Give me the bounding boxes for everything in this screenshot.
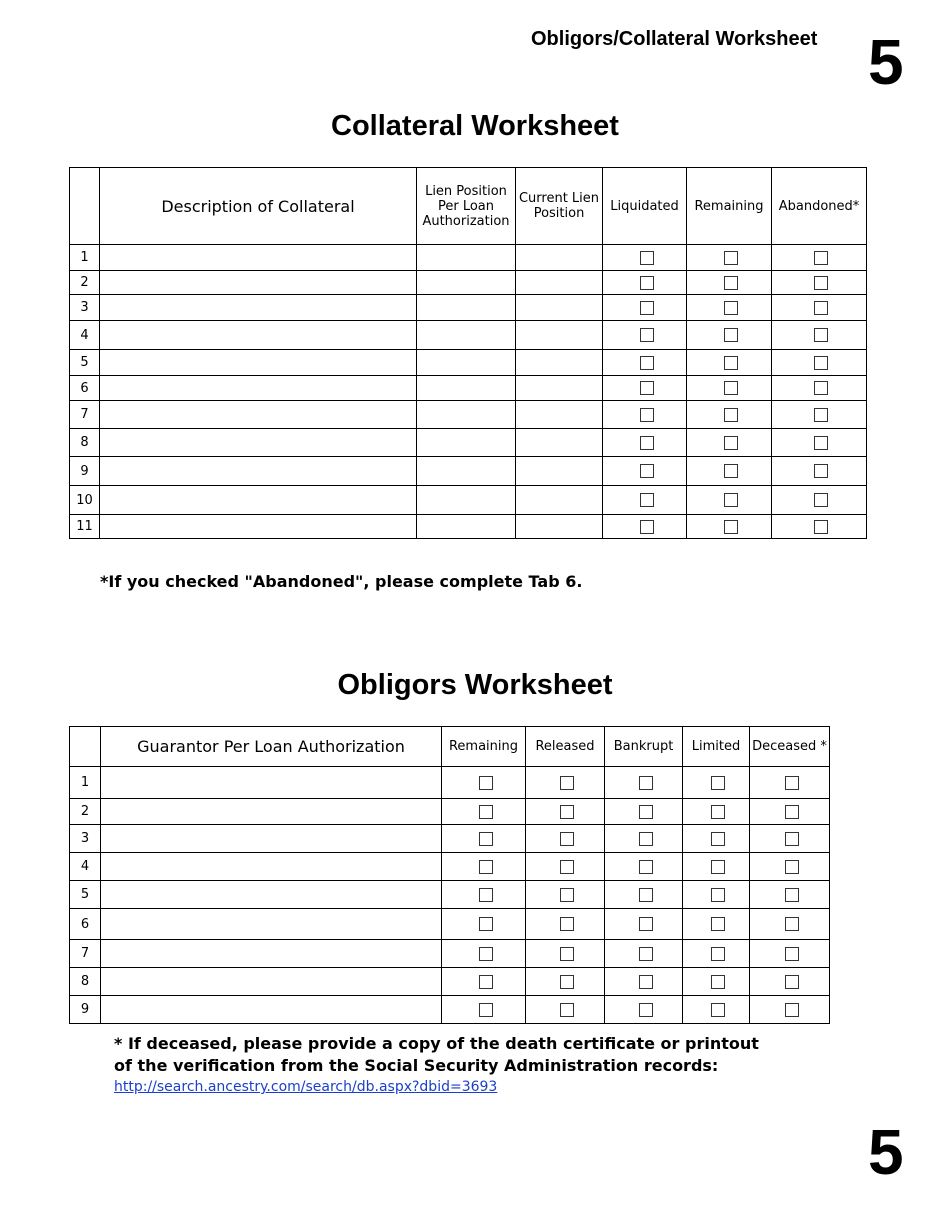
collateral-row (70, 271, 867, 295)
collateral-description-cell[interactable] (100, 429, 417, 457)
obligor-row (70, 881, 830, 909)
abandoned-checkbox[interactable] (814, 464, 828, 478)
obligor-deceased-cell (750, 881, 830, 909)
obligor-released-cell (526, 881, 605, 909)
released-checkbox[interactable] (560, 1003, 574, 1017)
row-number: 8 (70, 429, 100, 457)
abandoned-checkbox[interactable] (814, 328, 828, 342)
row-number: 1 (70, 245, 100, 271)
bankrupt-checkbox[interactable] (639, 917, 653, 931)
bankrupt-checkbox[interactable] (639, 805, 653, 819)
collateral-description-cell[interactable] (100, 245, 417, 271)
remaining-checkbox[interactable] (479, 860, 493, 874)
collateral-remaining-cell (687, 515, 772, 539)
collateral-title: Collateral Worksheet (331, 110, 619, 142)
obligor-deceased-cell (750, 825, 830, 853)
obligor-bankrupt-cell (605, 853, 683, 881)
collateral-current-lien-cell[interactable] (516, 321, 603, 350)
guarantor-cell[interactable] (101, 799, 442, 825)
collateral-lien-position-cell[interactable] (417, 515, 516, 539)
collateral-header-liquidated: Liquidated (603, 168, 687, 245)
collateral-current-lien-cell[interactable] (516, 486, 603, 515)
obligor-bankrupt-cell (605, 825, 683, 853)
obligor-deceased-cell (750, 853, 830, 881)
obligor-bankrupt-cell (605, 996, 683, 1024)
tab-number-top: 5 (868, 26, 904, 98)
collateral-row (70, 376, 867, 401)
deceased-checkbox[interactable] (785, 860, 799, 874)
collateral-current-lien-cell[interactable] (516, 457, 603, 486)
collateral-header-number (70, 168, 100, 245)
collateral-current-lien-cell[interactable] (516, 245, 603, 271)
remaining-checkbox[interactable] (479, 776, 493, 790)
obligor-released-cell (526, 996, 605, 1024)
collateral-remaining-cell (687, 401, 772, 429)
obligors-header-guarantor: Guarantor Per Loan Authorization (101, 727, 442, 767)
obligor-released-cell (526, 940, 605, 968)
collateral-current-lien-cell[interactable] (516, 429, 603, 457)
tab-number-bottom: 5 (868, 1116, 904, 1188)
abandoned-checkbox[interactable] (814, 381, 828, 395)
abandoned-checkbox[interactable] (814, 356, 828, 370)
remaining-checkbox[interactable] (724, 520, 738, 534)
collateral-abandoned-cell (772, 486, 867, 515)
obligor-remaining-cell (442, 996, 526, 1024)
remaining-checkbox[interactable] (724, 436, 738, 450)
collateral-lien-position-cell[interactable] (417, 429, 516, 457)
remaining-checkbox[interactable] (479, 832, 493, 846)
guarantor-cell[interactable] (101, 909, 442, 940)
liquidated-checkbox[interactable] (640, 276, 654, 290)
remaining-checkbox[interactable] (724, 251, 738, 265)
guarantor-cell[interactable] (101, 968, 442, 996)
deceased-checkbox[interactable] (785, 888, 799, 902)
collateral-row (70, 515, 867, 539)
bankrupt-checkbox[interactable] (639, 888, 653, 902)
abandoned-checkbox[interactable] (814, 251, 828, 265)
collateral-description-cell[interactable] (100, 486, 417, 515)
collateral-row (70, 401, 867, 429)
collateral-remaining-cell (687, 350, 772, 376)
collateral-header-lien-position: Lien Position Per Loan Authorization (417, 168, 516, 245)
collateral-description-cell[interactable] (100, 515, 417, 539)
obligor-bankrupt-cell (605, 881, 683, 909)
liquidated-checkbox[interactable] (640, 251, 654, 265)
deceased-checkbox[interactable] (785, 1003, 799, 1017)
collateral-liquidated-cell (603, 321, 687, 350)
collateral-abandoned-cell (772, 515, 867, 539)
row-number: 11 (70, 515, 100, 539)
collateral-header-remaining: Remaining (687, 168, 772, 245)
abandoned-checkbox[interactable] (814, 301, 828, 315)
released-checkbox[interactable] (560, 947, 574, 961)
remaining-checkbox[interactable] (479, 947, 493, 961)
obligor-limited-cell (683, 799, 750, 825)
obligor-released-cell (526, 767, 605, 799)
collateral-lien-position-cell[interactable] (417, 245, 516, 271)
obligor-bankrupt-cell (605, 968, 683, 996)
collateral-remaining-cell (687, 376, 772, 401)
collateral-row (70, 486, 867, 515)
collateral-description-cell[interactable] (100, 401, 417, 429)
liquidated-checkbox[interactable] (640, 464, 654, 478)
guarantor-cell[interactable] (101, 996, 442, 1024)
row-number: 7 (70, 401, 100, 429)
collateral-lien-position-cell[interactable] (417, 321, 516, 350)
liquidated-checkbox[interactable] (640, 408, 654, 422)
obligor-deceased-cell (750, 909, 830, 940)
deceased-checkbox[interactable] (785, 975, 799, 989)
limited-checkbox[interactable] (711, 947, 725, 961)
guarantor-cell[interactable] (101, 825, 442, 853)
obligor-remaining-cell (442, 799, 526, 825)
collateral-remaining-cell (687, 245, 772, 271)
collateral-current-lien-cell[interactable] (516, 350, 603, 376)
obligor-bankrupt-cell (605, 909, 683, 940)
obligor-released-cell (526, 968, 605, 996)
obligor-limited-cell (683, 909, 750, 940)
collateral-row (70, 245, 867, 271)
obligor-released-cell (526, 853, 605, 881)
limited-checkbox[interactable] (711, 860, 725, 874)
collateral-note: *If you checked "Abandoned", please complete Tab 6. (100, 572, 583, 591)
limited-checkbox[interactable] (711, 832, 725, 846)
liquidated-checkbox[interactable] (640, 356, 654, 370)
remaining-checkbox[interactable] (724, 328, 738, 342)
obligor-bankrupt-cell (605, 940, 683, 968)
collateral-description-cell[interactable] (100, 271, 417, 295)
collateral-lien-position-cell[interactable] (417, 350, 516, 376)
collateral-lien-position-cell[interactable] (417, 457, 516, 486)
bankrupt-checkbox[interactable] (639, 860, 653, 874)
collateral-abandoned-cell (772, 401, 867, 429)
row-number: 5 (70, 881, 101, 909)
collateral-liquidated-cell (603, 245, 687, 271)
guarantor-cell[interactable] (101, 881, 442, 909)
obligors-title: Obligors Worksheet (337, 669, 613, 701)
collateral-liquidated-cell (603, 350, 687, 376)
collateral-row (70, 295, 867, 321)
guarantor-cell[interactable] (101, 767, 442, 799)
obligor-row (70, 767, 830, 799)
deceased-checkbox[interactable] (785, 832, 799, 846)
row-number: 2 (70, 271, 100, 295)
collateral-table (69, 167, 867, 539)
collateral-lien-position-cell[interactable] (417, 271, 516, 295)
obligors-table (69, 726, 830, 1024)
obligor-deceased-cell (750, 940, 830, 968)
collateral-description-cell[interactable] (100, 376, 417, 401)
liquidated-checkbox[interactable] (640, 436, 654, 450)
obligor-limited-cell (683, 881, 750, 909)
released-checkbox[interactable] (560, 888, 574, 902)
obligor-remaining-cell (442, 881, 526, 909)
row-number: 3 (70, 825, 101, 853)
obligors-header-remaining: Remaining (442, 727, 526, 767)
abandoned-checkbox[interactable] (814, 408, 828, 422)
collateral-abandoned-cell (772, 350, 867, 376)
obligor-limited-cell (683, 825, 750, 853)
obligor-deceased-cell (750, 968, 830, 996)
row-number: 2 (70, 799, 101, 825)
remaining-checkbox[interactable] (479, 805, 493, 819)
collateral-description-cell[interactable] (100, 350, 417, 376)
released-checkbox[interactable] (560, 832, 574, 846)
obligors-header-bankrupt: Bankrupt (605, 727, 683, 767)
released-checkbox[interactable] (560, 860, 574, 874)
deceased-checkbox[interactable] (785, 776, 799, 790)
obligors-header-limited: Limited (683, 727, 750, 767)
row-number: 8 (70, 968, 101, 996)
liquidated-checkbox[interactable] (640, 301, 654, 315)
collateral-abandoned-cell (772, 429, 867, 457)
obligors-header-number (70, 727, 101, 767)
collateral-row (70, 321, 867, 350)
row-number: 9 (70, 457, 100, 486)
released-checkbox[interactable] (560, 776, 574, 790)
collateral-remaining-cell (687, 321, 772, 350)
abandoned-checkbox[interactable] (814, 436, 828, 450)
obligor-row (70, 799, 830, 825)
obligor-limited-cell (683, 767, 750, 799)
row-number: 3 (70, 295, 100, 321)
collateral-abandoned-cell (772, 376, 867, 401)
deceased-checkbox[interactable] (785, 947, 799, 961)
obligor-bankrupt-cell (605, 767, 683, 799)
limited-checkbox[interactable] (711, 917, 725, 931)
obligor-limited-cell (683, 968, 750, 996)
row-number: 4 (70, 853, 101, 881)
limited-checkbox[interactable] (711, 1003, 725, 1017)
remaining-checkbox[interactable] (479, 975, 493, 989)
row-number: 1 (70, 767, 101, 799)
collateral-liquidated-cell (603, 457, 687, 486)
collateral-current-lien-cell[interactable] (516, 271, 603, 295)
obligor-released-cell (526, 909, 605, 940)
remaining-checkbox[interactable] (479, 1003, 493, 1017)
collateral-lien-position-cell[interactable] (417, 376, 516, 401)
obligor-limited-cell (683, 996, 750, 1024)
released-checkbox[interactable] (560, 917, 574, 931)
collateral-remaining-cell (687, 271, 772, 295)
liquidated-checkbox[interactable] (640, 381, 654, 395)
collateral-liquidated-cell (603, 376, 687, 401)
obligor-row (70, 825, 830, 853)
row-number: 4 (70, 321, 100, 350)
collateral-abandoned-cell (772, 295, 867, 321)
header-title: Obligors/Collateral Worksheet (531, 28, 818, 50)
collateral-description-cell[interactable] (100, 457, 417, 486)
obligor-row (70, 940, 830, 968)
obligors-note: * If deceased, please provide a copy of the death certificate or printout of the verification from the Social Security Administration records: (114, 1034, 759, 1075)
collateral-liquidated-cell (603, 295, 687, 321)
released-checkbox[interactable] (560, 975, 574, 989)
abandoned-checkbox[interactable] (814, 276, 828, 290)
collateral-liquidated-cell (603, 271, 687, 295)
collateral-current-lien-cell[interactable] (516, 295, 603, 321)
bankrupt-checkbox[interactable] (639, 776, 653, 790)
collateral-row (70, 457, 867, 486)
remaining-checkbox[interactable] (724, 464, 738, 478)
limited-checkbox[interactable] (711, 975, 725, 989)
remaining-checkbox[interactable] (724, 493, 738, 507)
obligor-deceased-cell (750, 996, 830, 1024)
obligor-released-cell (526, 825, 605, 853)
collateral-remaining-cell (687, 486, 772, 515)
collateral-liquidated-cell (603, 515, 687, 539)
liquidated-checkbox[interactable] (640, 520, 654, 534)
collateral-liquidated-cell (603, 429, 687, 457)
abandoned-checkbox[interactable] (814, 493, 828, 507)
obligor-row (70, 909, 830, 940)
ssa-records-link[interactable]: http://search.ancestry.com/search/db.aspx?dbid=3693 (114, 1079, 498, 1095)
obligor-released-cell (526, 799, 605, 825)
remaining-checkbox[interactable] (724, 276, 738, 290)
collateral-abandoned-cell (772, 271, 867, 295)
obligor-deceased-cell (750, 767, 830, 799)
obligor-remaining-cell (442, 767, 526, 799)
row-number: 7 (70, 940, 101, 968)
liquidated-checkbox[interactable] (640, 493, 654, 507)
collateral-abandoned-cell (772, 321, 867, 350)
collateral-abandoned-cell (772, 457, 867, 486)
deceased-checkbox[interactable] (785, 917, 799, 931)
obligor-deceased-cell (750, 799, 830, 825)
remaining-checkbox[interactable] (724, 381, 738, 395)
row-number: 10 (70, 486, 100, 515)
obligor-remaining-cell (442, 940, 526, 968)
obligor-row (70, 853, 830, 881)
bankrupt-checkbox[interactable] (639, 947, 653, 961)
obligor-remaining-cell (442, 968, 526, 996)
liquidated-checkbox[interactable] (640, 328, 654, 342)
obligor-remaining-cell (442, 825, 526, 853)
remaining-checkbox[interactable] (724, 301, 738, 315)
collateral-header-abandoned: Abandoned* (772, 168, 867, 245)
obligor-row (70, 968, 830, 996)
guarantor-cell[interactable] (101, 853, 442, 881)
collateral-liquidated-cell (603, 486, 687, 515)
collateral-row (70, 350, 867, 376)
collateral-lien-position-cell[interactable] (417, 295, 516, 321)
collateral-liquidated-cell (603, 401, 687, 429)
limited-checkbox[interactable] (711, 805, 725, 819)
obligor-limited-cell (683, 940, 750, 968)
bankrupt-checkbox[interactable] (639, 1003, 653, 1017)
obligors-header-deceased: Deceased * (750, 727, 830, 767)
remaining-checkbox[interactable] (724, 408, 738, 422)
collateral-remaining-cell (687, 457, 772, 486)
collateral-current-lien-cell[interactable] (516, 376, 603, 401)
obligors-header-released: Released (526, 727, 605, 767)
row-number: 6 (70, 376, 100, 401)
row-number: 9 (70, 996, 101, 1024)
abandoned-checkbox[interactable] (814, 520, 828, 534)
collateral-lien-position-cell[interactable] (417, 401, 516, 429)
limited-checkbox[interactable] (711, 888, 725, 902)
collateral-header-current-lien: Current Lien Position (516, 168, 603, 245)
collateral-row (70, 429, 867, 457)
collateral-lien-position-cell[interactable] (417, 486, 516, 515)
collateral-remaining-cell (687, 295, 772, 321)
collateral-remaining-cell (687, 429, 772, 457)
remaining-checkbox[interactable] (479, 888, 493, 902)
row-number: 6 (70, 909, 101, 940)
row-number: 5 (70, 350, 100, 376)
bankrupt-checkbox[interactable] (639, 832, 653, 846)
deceased-checkbox[interactable] (785, 805, 799, 819)
obligor-row (70, 996, 830, 1024)
collateral-header-description: Description of Collateral (100, 168, 417, 245)
released-checkbox[interactable] (560, 805, 574, 819)
remaining-checkbox[interactable] (479, 917, 493, 931)
obligor-remaining-cell (442, 853, 526, 881)
collateral-description-cell[interactable] (100, 321, 417, 350)
obligor-bankrupt-cell (605, 799, 683, 825)
bankrupt-checkbox[interactable] (639, 975, 653, 989)
remaining-checkbox[interactable] (724, 356, 738, 370)
limited-checkbox[interactable] (711, 776, 725, 790)
obligor-limited-cell (683, 853, 750, 881)
collateral-abandoned-cell (772, 245, 867, 271)
guarantor-cell[interactable] (101, 940, 442, 968)
collateral-current-lien-cell[interactable] (516, 515, 603, 539)
collateral-description-cell[interactable] (100, 295, 417, 321)
collateral-current-lien-cell[interactable] (516, 401, 603, 429)
obligor-remaining-cell (442, 909, 526, 940)
